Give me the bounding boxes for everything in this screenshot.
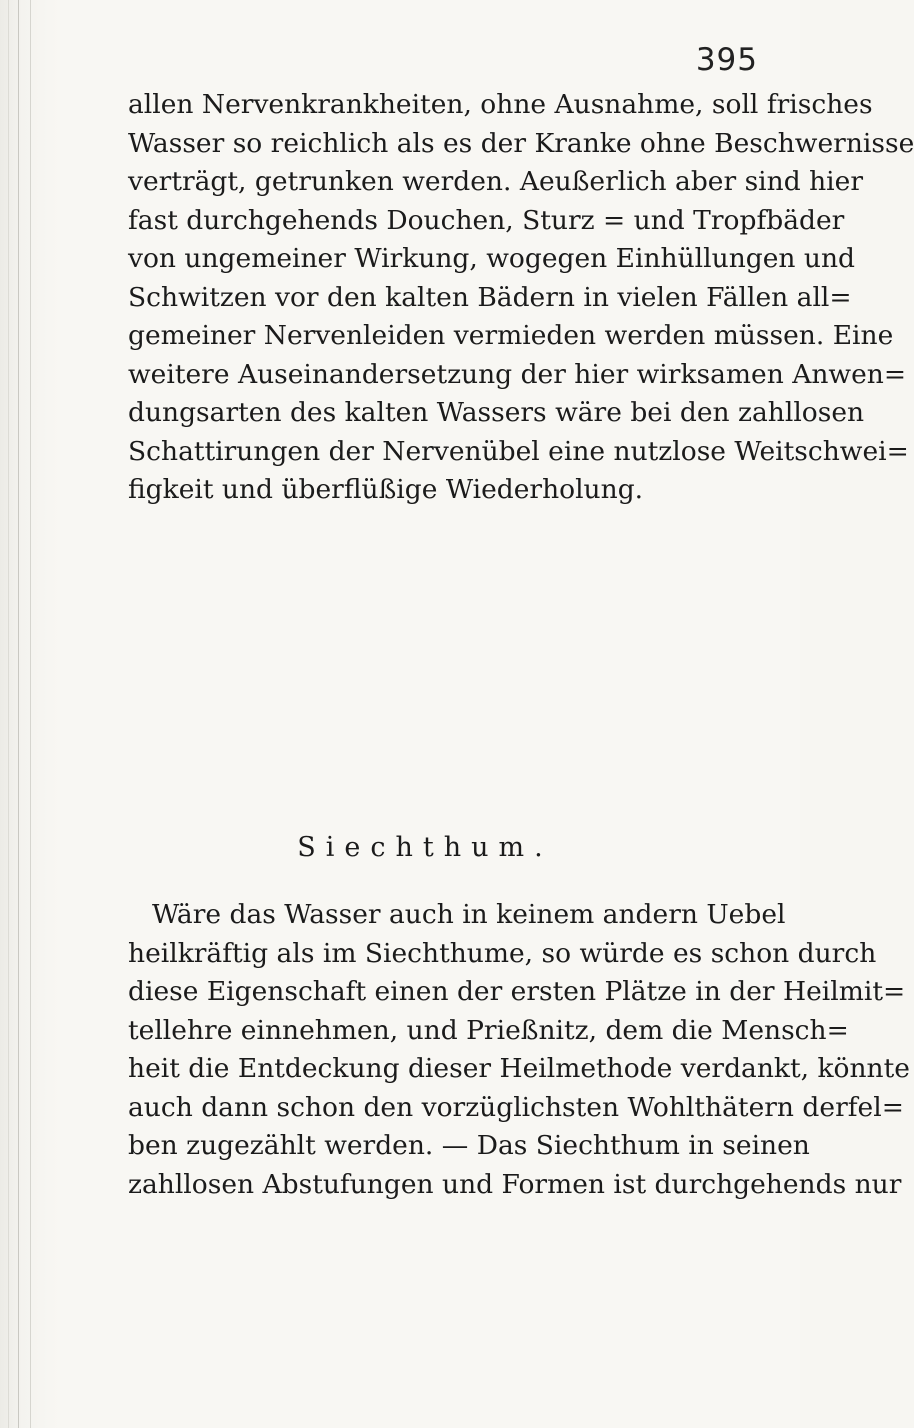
text-line: gemeiner Nervenleiden vermieden werden müssen. Eine bbox=[128, 320, 894, 351]
paragraph-nerve-diseases bbox=[128, 86, 914, 510]
text-line: fast durchgehends Douchen, Sturz = und Tropfbäder bbox=[128, 204, 845, 236]
paragraph-siechthum bbox=[128, 896, 910, 1204]
text-line: Wasser so reichlich als es der Kranke ohne Beschwernisse bbox=[128, 127, 914, 159]
text-line: Wäre das Wasser auch in keinem andern Uebel bbox=[152, 899, 786, 930]
text-line: ben zugezählt werden. — Das Siechthum in seinen bbox=[128, 1130, 810, 1161]
text-line: tellehre einnehmen, und Prießnitz, dem die Mensch= bbox=[128, 1014, 849, 1046]
section-heading: Siechthum. bbox=[297, 832, 553, 863]
text-line: allen Nervenkrankheiten, ohne Ausnahme, soll frisches bbox=[128, 89, 873, 120]
text-line: auch dann schon den vorzüglichsten Wohlthätern derfel= bbox=[128, 1091, 904, 1123]
page-number: 395 bbox=[695, 42, 758, 78]
text-line: heilkräftig als im Siechthume, so würde es schon durch bbox=[128, 937, 877, 969]
text-line: figkeit und überflüßige Wiederholung. bbox=[128, 474, 644, 505]
text-line: dungsarten des kalten Wassers wäre bei den zahllosen bbox=[128, 397, 865, 428]
text-line: heit die Entdeckung dieser Heilmethode verdankt, könnte bbox=[128, 1053, 910, 1084]
binding-line bbox=[30, 0, 31, 1428]
text-line: weitere Auseinandersetzung der hier wirksamen Anwen= bbox=[128, 358, 907, 390]
text-line: Schattirungen der Nervenübel eine nutzlose Weitschwei= bbox=[128, 435, 909, 467]
text-line: von ungemeiner Wirkung, wogegen Einhüllungen und bbox=[128, 243, 856, 274]
text-line: zahllosen Abstufungen und Formen ist durchgehends nur bbox=[128, 1168, 902, 1200]
text-line: verträgt, getrunken werden. Aeußerlich aber sind hier bbox=[128, 166, 863, 197]
binding-line bbox=[8, 0, 9, 1428]
binding-line bbox=[18, 0, 19, 1428]
text-line: Schwitzen vor den kalten Bädern in vielen Fällen all= bbox=[128, 281, 852, 313]
text-line: diese Eigenschaft einen der ersten Plätze in der Heilmit= bbox=[128, 976, 906, 1007]
